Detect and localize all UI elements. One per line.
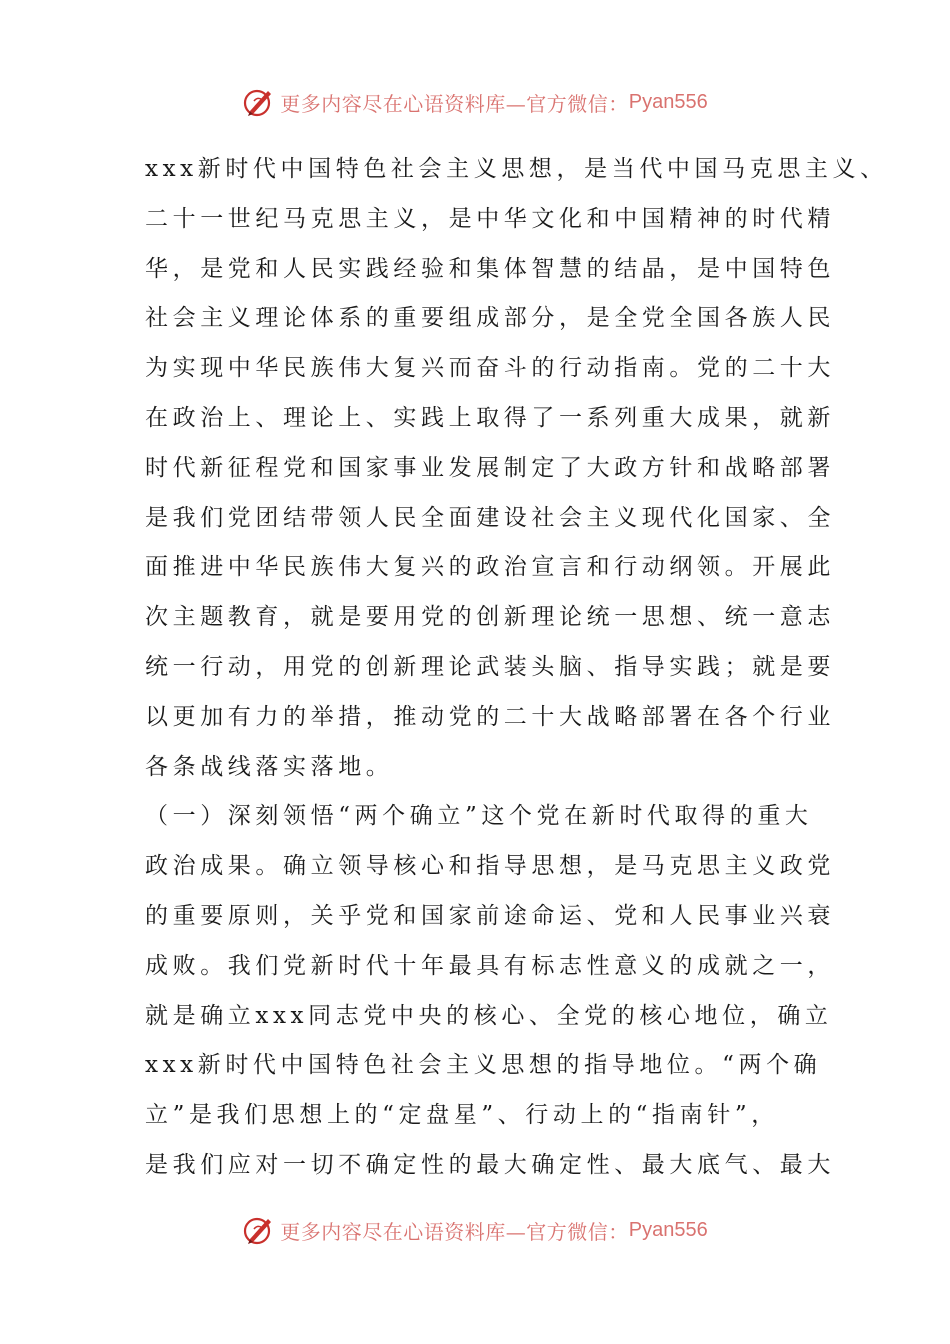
body-line: 时代新征程党和国家事业发展制定了大政方针和战略部署 [145,454,835,481]
body-line: 就是确立xxx同志党中央的核心、全党的核心地位，确立 [145,1002,833,1029]
banner-handle: Pyan556 [628,1218,708,1241]
pen-logo-icon [242,1213,276,1247]
body-line: 在政治上、理论上、实践上取得了一系列重大成果，就新 [145,404,835,431]
body-line: 是我们应对一切不确定性的最大确定性、最大底气、最大 [145,1151,835,1178]
body-line: 华，是党和人民实践经验和集体智慧的结晶，是中国特色 [145,255,835,282]
body-line: 次主题教育，就是要用党的创新理论统一思想、统一意志 [145,604,835,631]
body-line: 社会主义理论体系的重要组成部分，是全党全国各族人民 [145,305,835,332]
body-line: 为实现中华民族伟大复兴而奋斗的行动指南。党的二十大 [145,355,835,382]
document-body [145,145,888,1191]
pen-logo-icon [242,85,276,119]
body-line: 以更加有力的举措，推动党的二十大战略部署在各个行业 [145,703,835,730]
footer-watermark-banner [0,1210,950,1250]
body-line: 二十一世纪马克思主义，是中华文化和中国精神的时代精 [145,205,835,232]
header-watermark-banner [0,82,950,122]
banner-handle: Pyan556 [628,90,708,113]
banner-text: 更多内容尽在心语资料库—官方微信： [280,91,629,116]
body-line: 成败。我们党新时代十年最具有标志性意义的成就之一， [145,952,835,979]
body-line: 各条战线落实落地。 [145,753,394,780]
body-line: 面推进中华民族伟大复兴的政治宣言和行动纲领。开展此 [145,554,835,581]
body-line: xxx新时代中国特色社会主义思想，是当代中国马克思主义、 [145,156,888,182]
section-heading-line: （一）深刻领悟“两个确立”这个党在新时代取得的重大 [145,803,813,830]
banner-text: 更多内容尽在心语资料库—官方微信： [280,1219,629,1244]
body-line: 是我们党团结带领人民全面建设社会主义现代化国家、全 [145,504,835,531]
body-line: 的重要原则，关乎党和国家前途命运、党和人民事业兴衰 [145,902,835,929]
body-line: 政治成果。确立领导核心和指导思想，是马克思主义政党 [145,853,835,880]
body-line: xxx新时代中国特色社会主义思想的指导地位。“两个确 [145,1052,822,1079]
body-line: 统一行动，用党的创新理论武装头脑、指导实践；就是要 [145,653,835,680]
body-line: 立”是我们思想上的“定盘星”、行动上的“指南针”， [145,1102,779,1129]
